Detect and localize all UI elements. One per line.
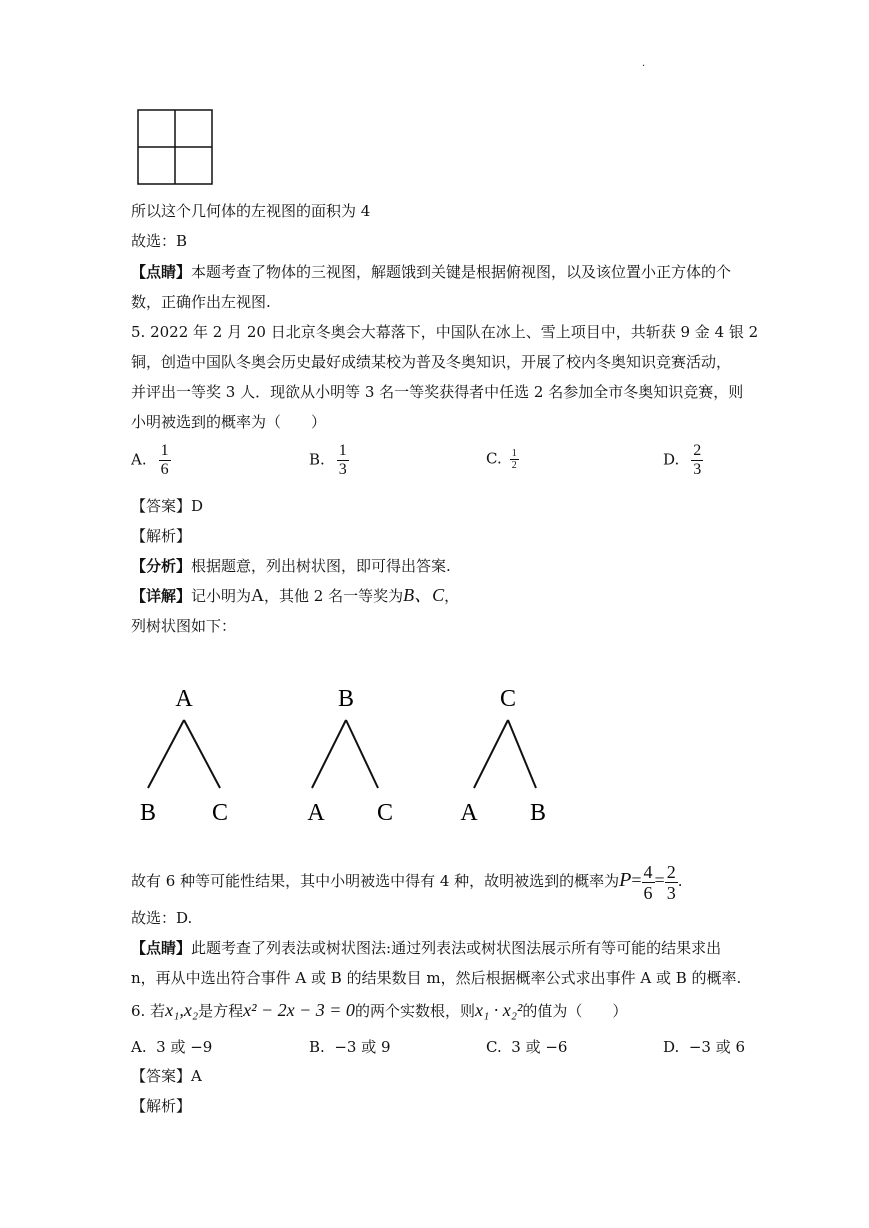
q5-line-3: 并评出一等奖 3 人．现欲从小明等 3 名一等奖获得者中任选 2 名参加全市冬奥知识竞赛，则: [131, 383, 744, 401]
q5-option-d: [663, 442, 703, 479]
conclusion-line: 所以这个几何体的左视图的面积为 4: [131, 202, 371, 220]
option-fraction: $\frac{1}{3}$: [338, 442, 347, 478]
q5-line-2: 铜，创造中国队冬奥会历史最好成绩某校为普及冬奥知识，开展了校内冬奥知识竞赛活动，: [131, 353, 732, 371]
dianjing2-line-2: n，再从中选出符合事件 A 或 B 的结果数目 m，然后根据概率公式求出事件 A 或 B 的概率.: [131, 969, 742, 987]
tree-root: C: [499, 686, 517, 712]
fenxi-text: 根据题意，列出树状图，即可得出答案.: [191, 557, 451, 575]
choose-5: 故选：D.: [131, 909, 193, 927]
dianjing-text: 本题考查了物体的三视图，解题饿到关键是根据俯视图，以及该位置小正方体的个: [191, 263, 732, 281]
tree-leaf: A: [307, 800, 325, 826]
option-label: B.: [309, 450, 325, 469]
tree-intro: 列树状图如下：: [131, 617, 237, 635]
q6-option-b: B. −3 或 9: [309, 1038, 391, 1056]
xiangjie-line: 【详解】记小明为A，其他 2 名一等奖为B、C，: [131, 585, 460, 605]
q5-line-4: 小明被选到的概率为（ ）: [131, 413, 327, 431]
q6-option-a: A. 3 或 −9: [131, 1038, 213, 1056]
dianjing-line-2: 数，正确作出左视图.: [131, 293, 271, 311]
tree-root: B: [337, 686, 355, 712]
answer-6: 【答案】A: [131, 1067, 202, 1085]
analysis-5: 【解析】: [131, 527, 192, 545]
tree-leaf: C: [376, 800, 394, 826]
q5-option-a: [131, 442, 171, 479]
xiangjie-tag: 【详解】: [131, 587, 192, 605]
option-fraction: $\frac{1}{2}$: [511, 448, 517, 471]
q6-line: 6. 若x₁,x₂是方程x² − 2x − 3 = 0的两个实数根，则x₁ · x₂²的值为（ ）: [131, 1000, 628, 1020]
answer-5: 【答案】D: [131, 497, 204, 515]
tree-leaf: B: [529, 800, 547, 826]
fenxi-tag: 【分析】: [131, 557, 192, 575]
dianjing-tag: 【点睛】: [131, 263, 192, 281]
q5-option-c: [486, 448, 519, 471]
tree-leaf: A: [460, 800, 478, 826]
header-dot: .: [642, 58, 646, 69]
tree-leaf: B: [139, 800, 157, 826]
choose-line-4: 故选：B: [131, 232, 188, 250]
tree-b: [307, 686, 393, 826]
fenxi-line: [131, 556, 451, 576]
analysis-6: 【解析】: [131, 1097, 192, 1115]
tree-root: A: [175, 686, 193, 712]
result-line: 故有 6 种等可能性结果，其中小明被选中得有 4 种，故明被选到的概率为P= $\frac{4}{6}$ = $\frac{2}{3}$ .: [131, 861, 683, 903]
dianjing-line-1: [131, 262, 731, 282]
dianjing2-line-1: 【点睛】此题考查了列表法或树状图法:通过列表法或树状图法展示所有等可能的结果求出: [131, 939, 722, 957]
option-fraction: $\frac{1}{6}$: [160, 442, 169, 478]
q5-line-1: 5. 2022 年 2 月 20 日北京冬奥会大幕落下，中国队在冰上、雪上项目中，共斩获 9 金 4 银 2: [131, 323, 759, 341]
option-label: D.: [663, 450, 680, 469]
tree-a: [140, 686, 228, 826]
q6-option-d: D. −3 或 6: [663, 1038, 746, 1056]
tree-c: [460, 686, 546, 826]
option-label: C.: [486, 449, 502, 468]
option-fraction: $\frac{2}{3}$: [693, 442, 702, 478]
dianjing2-tag: 【点睛】: [131, 939, 192, 957]
tree-diagram: [128, 680, 568, 830]
q6-option-c: C. 3 或 −6: [486, 1038, 568, 1056]
q5-option-b: [309, 442, 349, 479]
left-view-grid-figure: [137, 109, 213, 185]
option-label: A.: [131, 450, 147, 469]
tree-leaf: C: [211, 800, 229, 826]
